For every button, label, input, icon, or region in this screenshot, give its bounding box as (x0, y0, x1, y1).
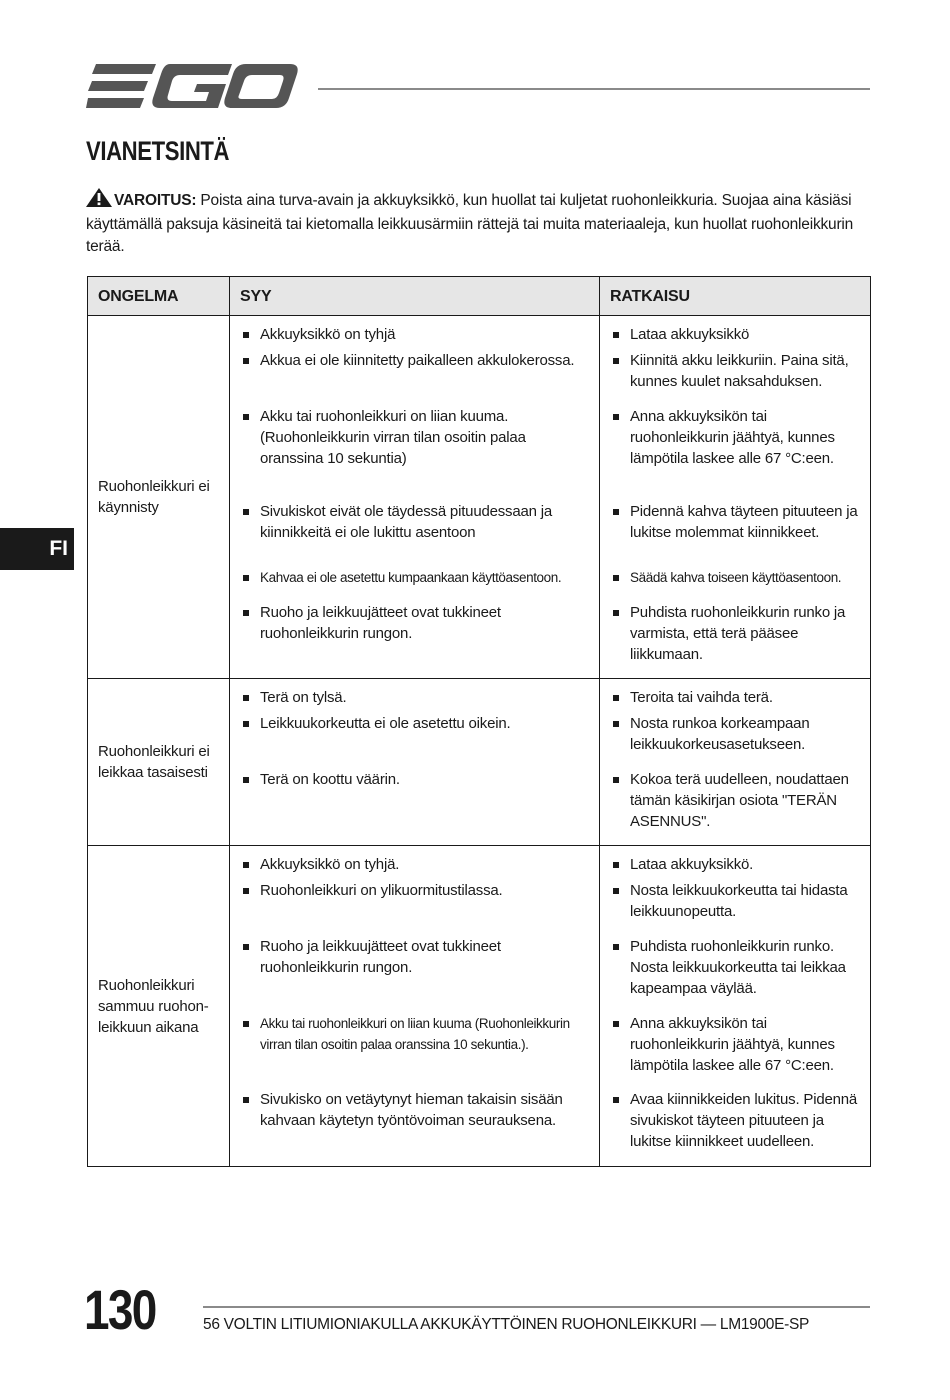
cause-text: Ruoho ja leikkuujätteet ovat tukkineet ruohonleikkurin rungon. (260, 604, 501, 642)
solution-text: Teroita tai vaihda terä. (630, 689, 773, 706)
list-item (230, 880, 599, 936)
header-rule (318, 88, 870, 90)
list-item (230, 350, 599, 406)
footer-rule (203, 1306, 870, 1308)
list-item (230, 501, 599, 567)
list-item (600, 713, 870, 769)
list-item (600, 846, 870, 880)
table-header-row (88, 277, 871, 316)
cause-text: Akkuyksikkö on tyhjä. (260, 856, 400, 873)
table-row (88, 679, 871, 846)
list-item (600, 350, 870, 406)
list-item (230, 846, 599, 880)
list-item (230, 936, 599, 1013)
cause-text: Terä on koottu väärin. (260, 771, 400, 788)
cause-text: Kahvaa ei ole asetettu kumpaankaan käyttöasentoon. (260, 570, 562, 585)
list-item (600, 316, 870, 350)
cause-cell (230, 679, 600, 846)
solution-text: Puhdista ruohonleikkurin runko ja varmista, että terä pääsee liikkumaan. (630, 604, 846, 663)
header-ratkaisu: RATKAISU (600, 277, 871, 316)
list-item (230, 1013, 599, 1089)
solution-text: Nosta leikkuukorkeutta tai hidasta leikkuunopeutta. (630, 882, 848, 920)
cause-text: Ruoho ja leikkuujätteet ovat tukkineet ruohonleikkurin rungon. (260, 938, 501, 976)
warning-label: VAROITUS: (114, 192, 197, 209)
warning-paragraph (86, 188, 876, 258)
problem-text: Ruohonleikkuri sammuu ruohon-leikkuun aikana (98, 976, 209, 1036)
solution-cell (600, 679, 871, 846)
page-number: 130 (84, 1278, 156, 1341)
list-item (230, 316, 599, 350)
list-item (230, 406, 599, 501)
list-item (600, 1089, 870, 1152)
cause-text: Ruohonleikkuri on ylikuormitustilassa. (260, 882, 503, 899)
language-tab: FI (0, 528, 74, 570)
problem-text: Ruohonleikkuri ei käynnisty (98, 478, 210, 516)
cause-text: Leikkuukorkeutta ei ole asetettu oikein. (260, 715, 511, 732)
list-item (600, 406, 870, 501)
solution-text: Lataa akkuyksikkö (630, 326, 750, 343)
problem-cell (88, 846, 230, 1167)
list-item (600, 567, 870, 602)
list-item (600, 1013, 870, 1089)
solution-text: Kiinnitä akku leikkuriin. Paina sitä, kunnes kuulet naksahduksen. (630, 352, 849, 390)
warning-triangle-icon (86, 188, 112, 214)
list-item (600, 501, 870, 567)
table-row (88, 846, 871, 1167)
list-item (230, 713, 599, 769)
solution-text: Anna akkuyksikön tai ruohonleikkurin jäähtyä, kunnes lämpötila laskee alle 67 °C:een. (630, 408, 835, 467)
page-title: VIANETSINTÄ (86, 136, 230, 166)
troubleshooting-table (87, 276, 871, 1167)
footer-text: 56 VOLTIN LITIUMIONIAKULLA AKKUKÄYTTÖINEN RUOHONLEIKKURI — LM1900E-SP (203, 1316, 810, 1333)
list-item (600, 602, 870, 665)
solution-text: Avaa kiinnikkeiden lukitus. Pidennä sivukiskot täyteen pituuteen ja lukitse kiinnikkeet uudelleen. (630, 1091, 858, 1150)
solution-text: Anna akkuyksikön tai ruohonleikkurin jäähtyä, kunnes lämpötila laskee alle 67 °C:een. (630, 1015, 835, 1074)
cause-text: Sivukiskot eivät ole täydessä pituudessaan ja kiinnikkeitä ei ole lukittu asentoon (260, 503, 553, 541)
warning-text: Poista aina turva-avain ja akkuyksikkö, kun huollat tai kuljetat ruohonleikkuria. Suojaa aina käsiäsi käyttämällä paksuja käsineitä tai kietomalla leikkuusärmiin rättejä tai muita materiaaleja, kun huollat ruohonleikkurin terää. (86, 192, 854, 255)
solution-cell (600, 316, 871, 679)
solution-text: Säädä kahva toiseen käyttöasentoon. (630, 570, 842, 585)
cause-text: Akkuyksikkö on tyhjä (260, 326, 396, 343)
table-row (88, 316, 871, 679)
list-item (600, 936, 870, 1013)
problem-cell (88, 679, 230, 846)
cause-text: Sivukisko on vetäytynyt hieman takaisin sisään kahvaan käytetyn työntövoiman seurauksena. (260, 1091, 563, 1129)
list-item (230, 567, 599, 602)
cause-text: Akku tai ruohonleikkuri on liian kuuma (Ruohonleikkurin virran tilan osoitin palaa oranssina 10 sekuntia.). (260, 1016, 570, 1052)
solution-text: Kokoa terä uudelleen, noudattaen tämän käsikirjan osiota "TERÄN ASENNUS". (630, 771, 849, 830)
list-item (230, 679, 599, 713)
list-item (230, 769, 599, 790)
list-item (230, 1089, 599, 1131)
solution-text: Nosta runkoa korkeampaan leikkuukorkeusasetukseen. (630, 715, 810, 753)
solution-text: Puhdista ruohonleikkurin runko. Nosta leikkuukorkeutta tai leikkaa kapeampaa väylää. (630, 938, 846, 997)
problem-cell (88, 316, 230, 679)
cause-text: Akkua ei ole kiinnitetty paikalleen akkulokerossa. (260, 352, 575, 369)
cause-cell (230, 846, 600, 1167)
problem-text: Ruohonleikkuri ei leikkaa tasaisesti (98, 743, 210, 781)
list-item (600, 880, 870, 936)
solution-cell (600, 846, 871, 1167)
header-syy: SYY (230, 277, 600, 316)
list-item (230, 602, 599, 644)
solution-text: Lataa akkuyksikkö. (630, 856, 754, 873)
ego-logo-graphic (86, 62, 298, 114)
ego-logo (86, 62, 298, 114)
header-ongelma: ONGELMA (88, 277, 230, 316)
list-item (600, 769, 870, 832)
cause-cell (230, 316, 600, 679)
solution-text: Pidennä kahva täyteen pituuteen ja lukitse molemmat kiinnikkeet. (630, 503, 858, 541)
cause-text: Akku tai ruohonleikkuri on liian kuuma. (Ruohonleikkurin virran tilan osoitin palaa oranssina 10 sekuntia) (260, 408, 526, 467)
cause-text: Terä on tylsä. (260, 689, 347, 706)
list-item (600, 679, 870, 713)
